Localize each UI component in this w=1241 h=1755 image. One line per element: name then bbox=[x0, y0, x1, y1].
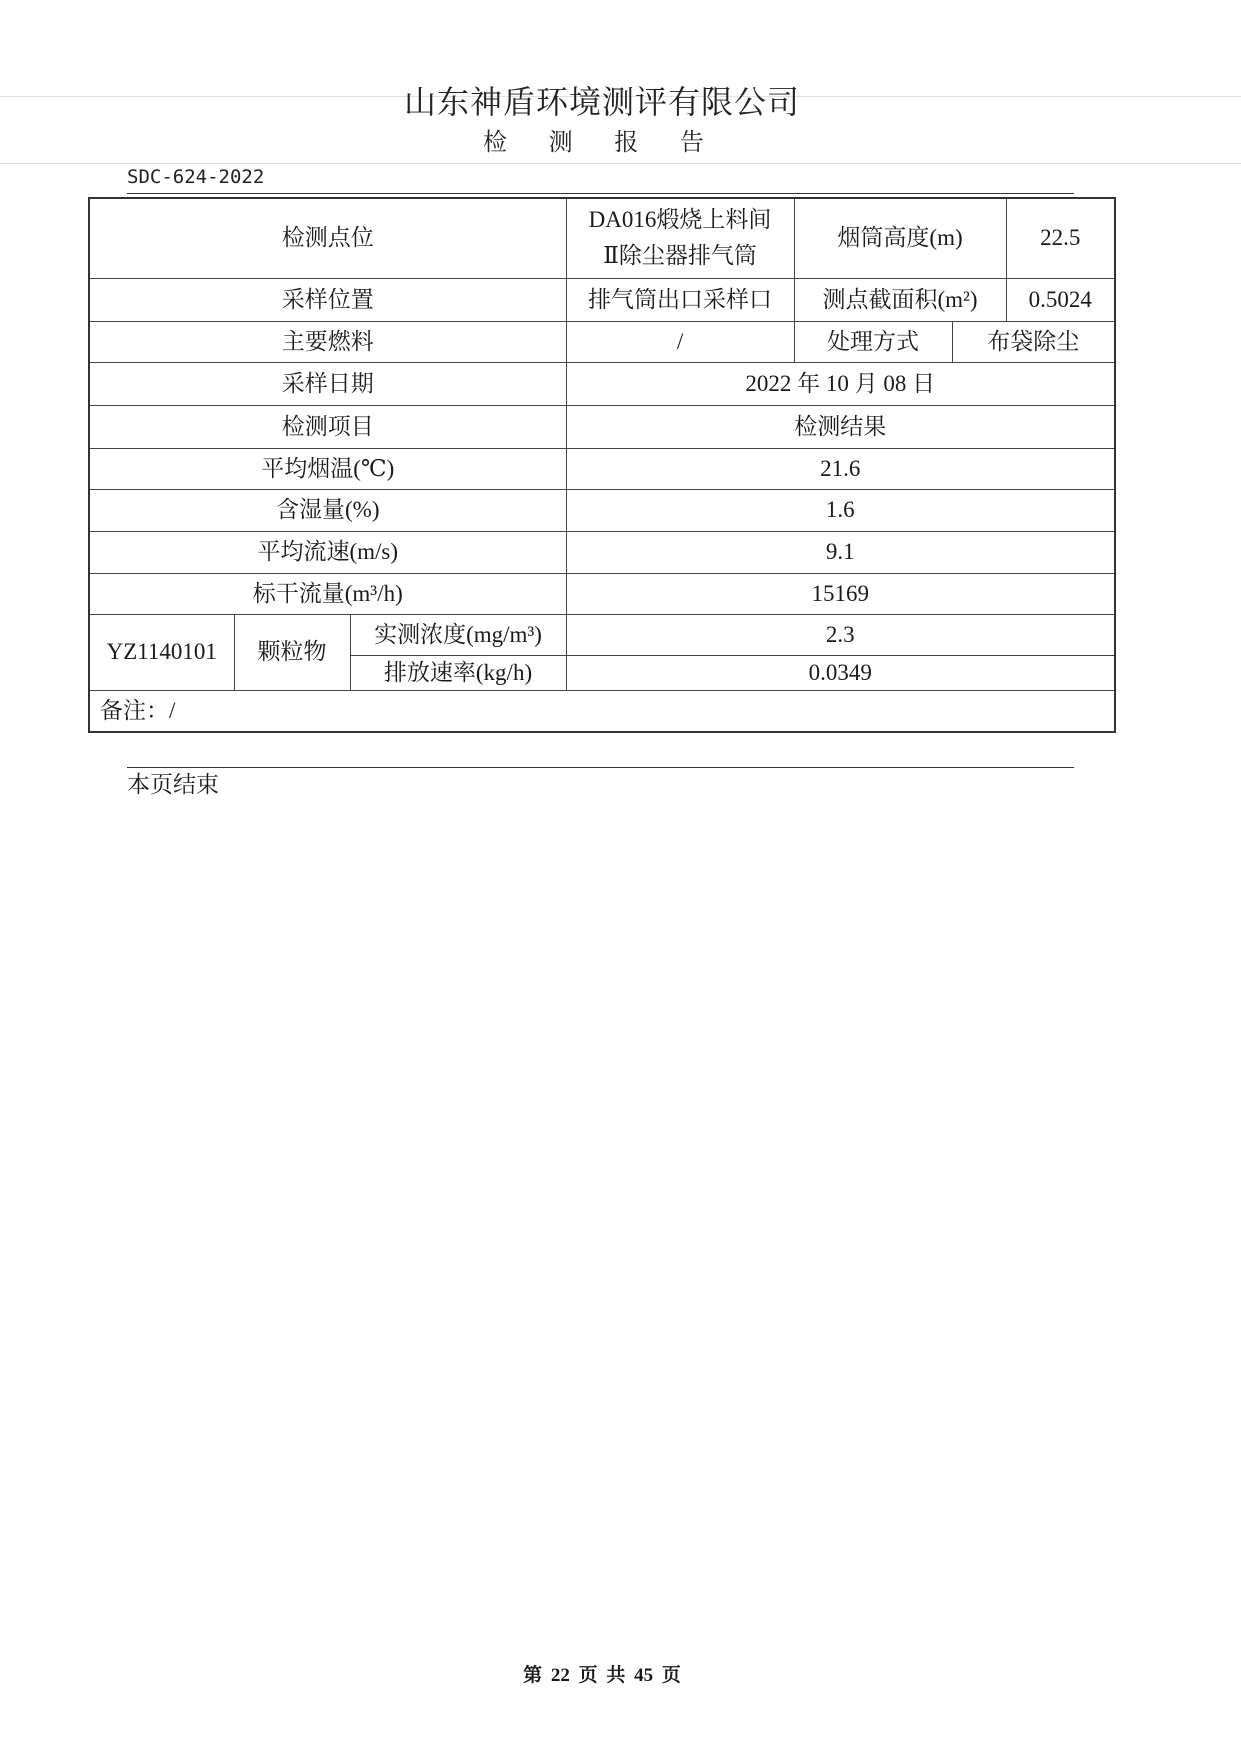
page-end-note: 本页结束 bbox=[127, 772, 219, 797]
detection-point-label: 检测点位 bbox=[89, 198, 566, 278]
param-label: 标干流量(m³/h) bbox=[89, 573, 566, 614]
detection-point-value-line2: Ⅱ除尘器排气筒 bbox=[603, 243, 757, 269]
sampling-location-value: 排气筒出口采样口 bbox=[566, 278, 794, 321]
treatment-value: 布袋除尘 bbox=[952, 321, 1115, 362]
row-sampling-location bbox=[89, 278, 1115, 321]
row-column-headers bbox=[89, 405, 1115, 448]
row-main-fuel bbox=[89, 321, 1115, 362]
main-fuel-label: 主要燃料 bbox=[89, 321, 566, 362]
table-row bbox=[89, 531, 1115, 573]
row-detection-point bbox=[89, 198, 1115, 278]
section-area-label: 测点截面积(m²) bbox=[794, 278, 1006, 321]
detection-point-value-line1: DA016煅烧上料间 bbox=[588, 207, 772, 233]
row-pollutant-concentration bbox=[89, 614, 1115, 655]
param-label: 平均烟温(℃) bbox=[89, 448, 566, 489]
page-number: 第 22 页 共 45 页 bbox=[523, 1665, 681, 1686]
sampling-location-label: 采样位置 bbox=[89, 278, 566, 321]
row-remark bbox=[89, 690, 1115, 732]
measure-label: 排放速率(kg/h) bbox=[350, 655, 566, 690]
main-fuel-value: / bbox=[566, 321, 794, 362]
section-area-value: 0.5024 bbox=[1006, 278, 1115, 321]
row-sampling-date bbox=[89, 362, 1115, 405]
table-row bbox=[89, 489, 1115, 531]
measure-value: 0.0349 bbox=[566, 655, 1115, 690]
param-label: 含湿量(%) bbox=[89, 489, 566, 531]
param-label: 平均流速(m/s) bbox=[89, 531, 566, 573]
sampling-date-label: 采样日期 bbox=[89, 362, 566, 405]
param-value: 15169 bbox=[566, 573, 1115, 614]
pollutant-code: YZ1140101 bbox=[89, 614, 234, 690]
column-header-item: 检测项目 bbox=[89, 405, 566, 448]
param-value: 9.1 bbox=[566, 531, 1115, 573]
param-value: 21.6 bbox=[566, 448, 1115, 489]
pollutant-name: 颗粒物 bbox=[234, 614, 350, 690]
detection-table bbox=[88, 197, 1116, 733]
report-number: SDC-624-2022 bbox=[127, 166, 265, 188]
company-title: 山东神盾环境测评有限公司 bbox=[403, 83, 800, 121]
remark: 备注：/ bbox=[89, 690, 1115, 732]
detection-point-value bbox=[566, 198, 794, 278]
scan-rule-bottom bbox=[0, 163, 1241, 164]
sampling-date-value: 2022 年 10 月 08 日 bbox=[566, 362, 1115, 405]
column-header-result: 检测结果 bbox=[566, 405, 1115, 448]
treatment-label: 处理方式 bbox=[794, 321, 952, 362]
report-title: 检 测 报 告 bbox=[483, 128, 721, 156]
measure-value: 2.3 bbox=[566, 614, 1115, 655]
table-row bbox=[89, 448, 1115, 489]
measure-label: 实测浓度(mg/m³) bbox=[350, 614, 566, 655]
stack-height-label: 烟筒高度(m) bbox=[794, 198, 1006, 278]
header-divider bbox=[127, 193, 1074, 194]
end-divider bbox=[127, 767, 1074, 768]
table-row bbox=[89, 573, 1115, 614]
param-value: 1.6 bbox=[566, 489, 1115, 531]
stack-height-value: 22.5 bbox=[1006, 198, 1115, 278]
